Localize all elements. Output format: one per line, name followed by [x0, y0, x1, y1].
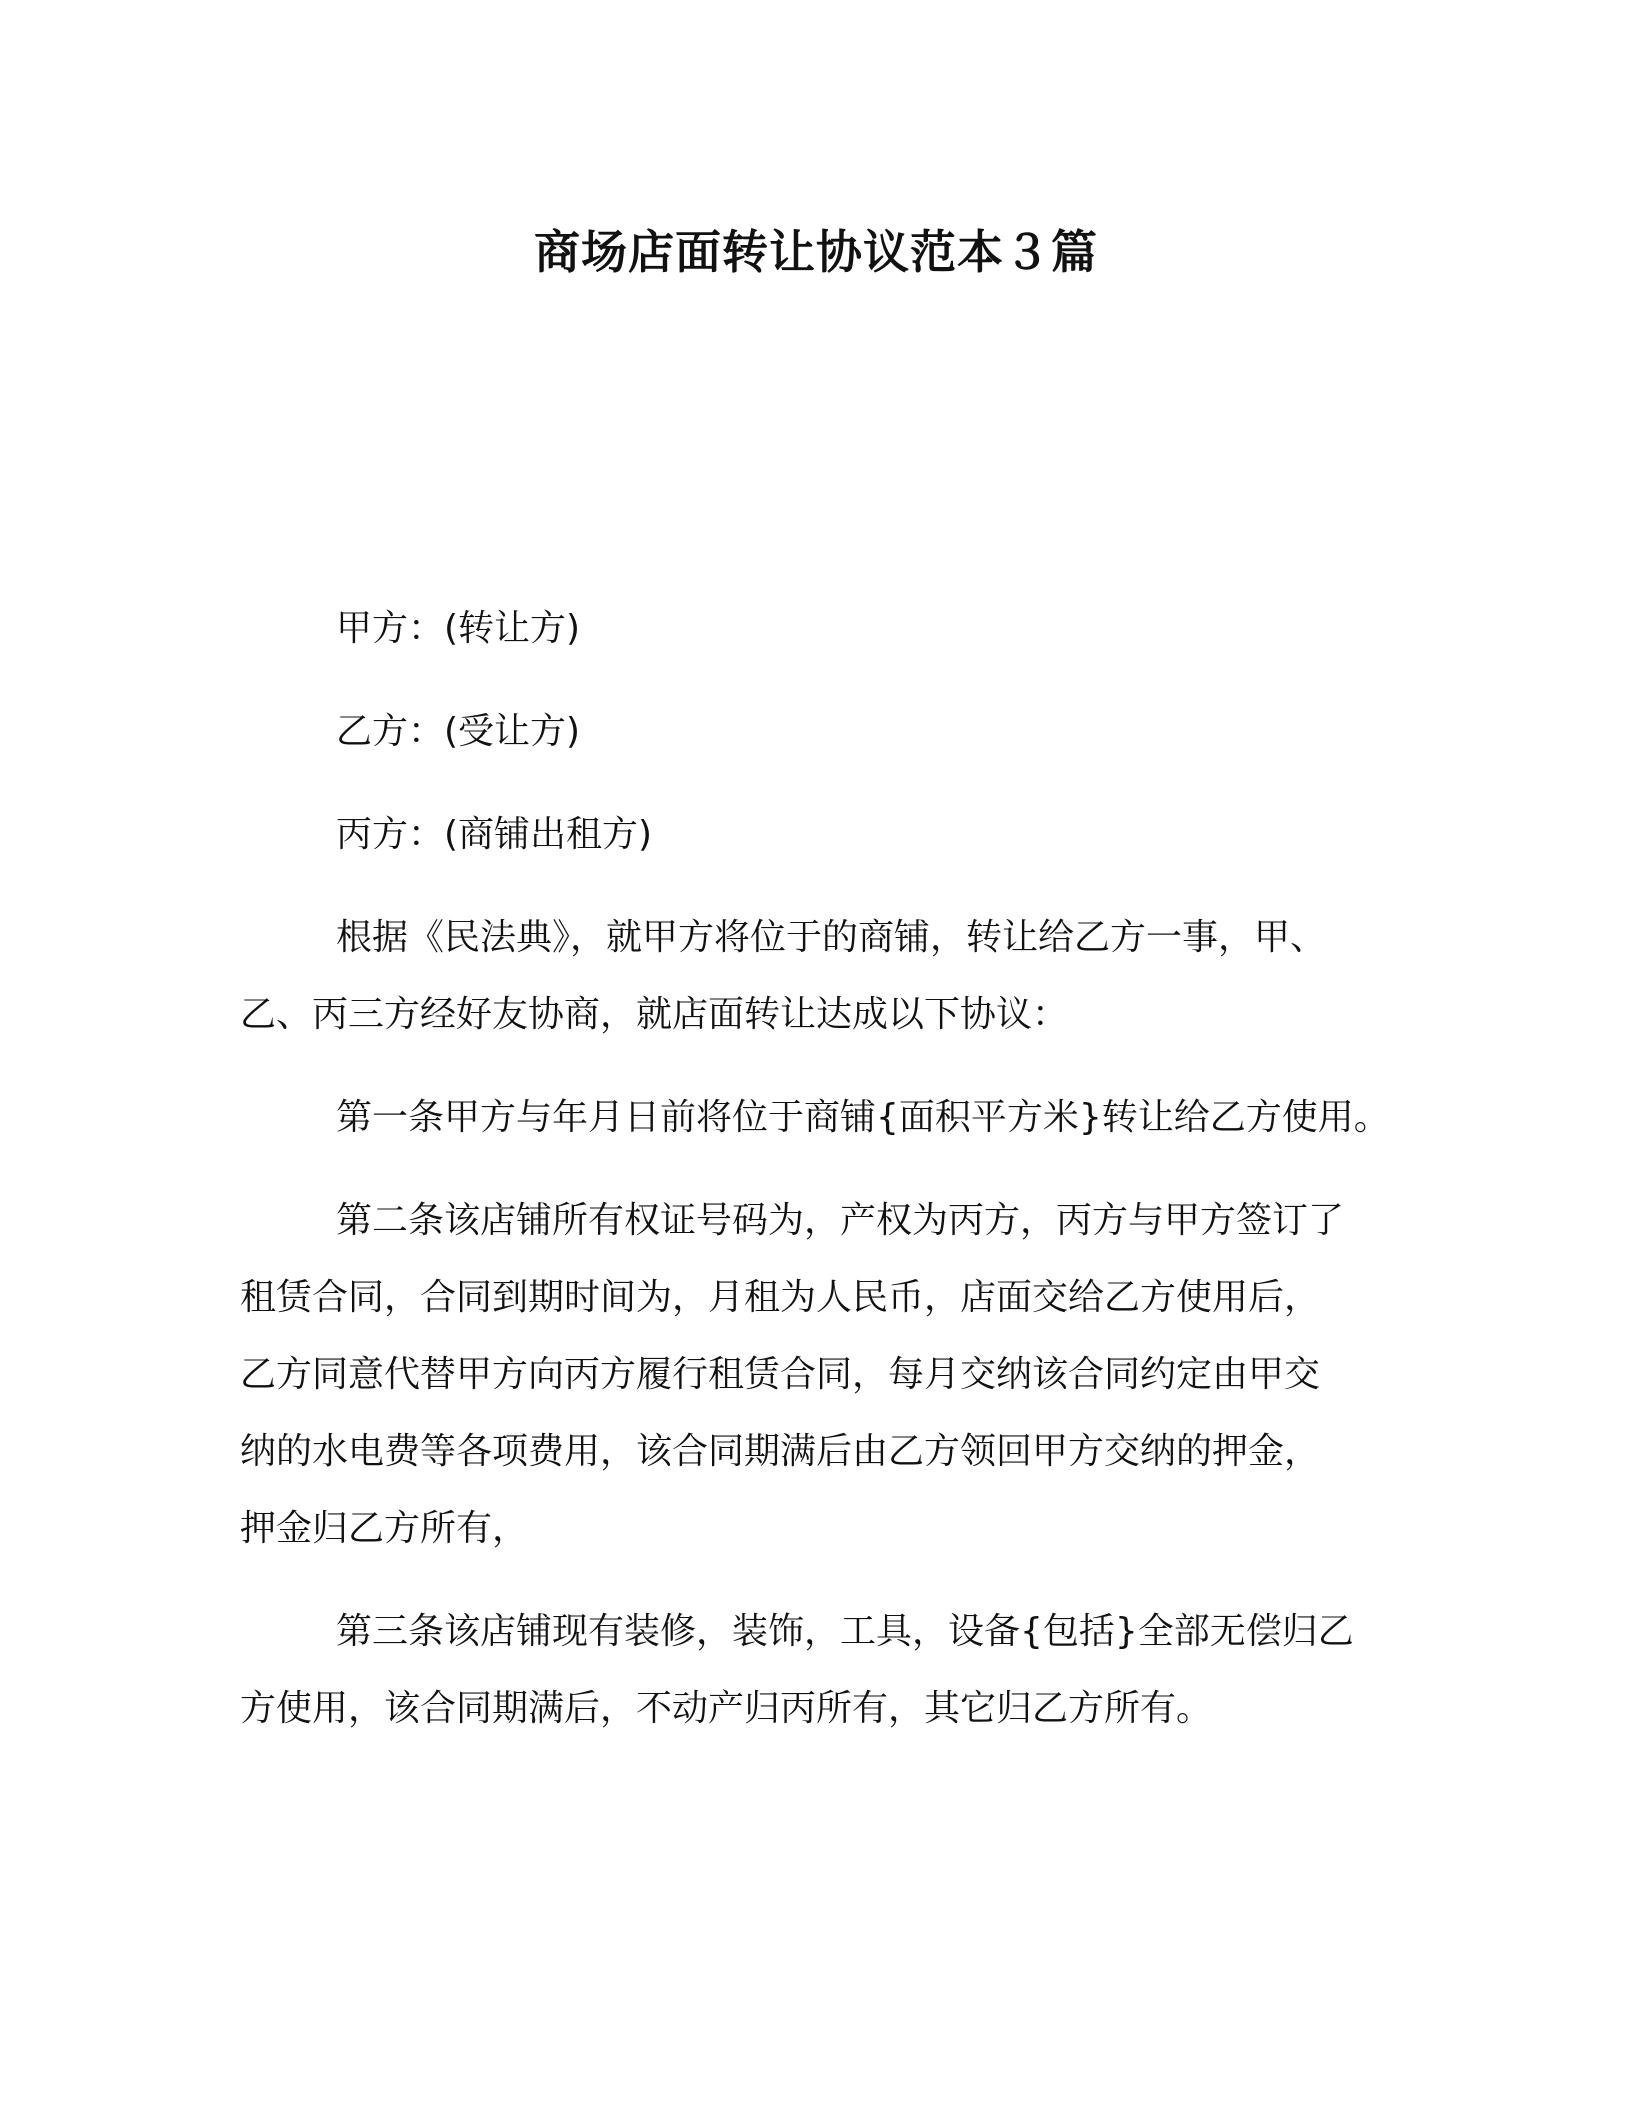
paragraph-line: 乙、丙三方经好友协商，就店面转让达成以下协议： [240, 994, 1069, 1035]
paragraph-line: 租赁合同，合同到期时间为，月租为人民币，店面交给乙方使用后， [240, 1277, 1321, 1318]
paragraph-line: 根据《民法典》，就甲方将位于的商铺，转让给乙方一事，甲、 [336, 917, 1327, 958]
paragraph-line: 第二条该店铺所有权证号码为，产权为丙方，丙方与甲方签订了 [336, 1200, 1345, 1241]
document-body [240, 590, 1390, 1747]
paragraph-line: 押金归乙方所有， [240, 1508, 529, 1549]
paragraph-line: 第一条甲方与年月日前将位于商铺{面积平方米}转让给乙方使用。 [336, 1097, 1390, 1138]
paragraph-line: 纳的水电费等各项费用，该合同期满后由乙方领回甲方交纳的押金， [240, 1431, 1321, 1472]
document-title: 商场店面转让协议范本３篇 [534, 225, 1098, 279]
article-1-paragraph [240, 1079, 1390, 1156]
paragraph-line: 第三条该店铺现有装修，装饰，工具，设备{包括}全部无偿归乙 [336, 1611, 1354, 1652]
article-2-paragraph [240, 1182, 1380, 1567]
intro-paragraph [240, 899, 1380, 1053]
article-3-paragraph [240, 1593, 1380, 1747]
party-b-line: 乙方：(受让方) [336, 711, 581, 752]
party-a-line: 甲方：(转让方) [336, 608, 581, 649]
paragraph-line: 方使用，该合同期满后，不动产归丙所有，其它归乙方所有。 [240, 1688, 1213, 1729]
paragraph-line: 乙方同意代替甲方向丙方履行租赁合同，每月交纳该合同约定由甲交 [240, 1354, 1321, 1395]
party-c-line: 丙方：(商铺出租方) [336, 814, 653, 855]
